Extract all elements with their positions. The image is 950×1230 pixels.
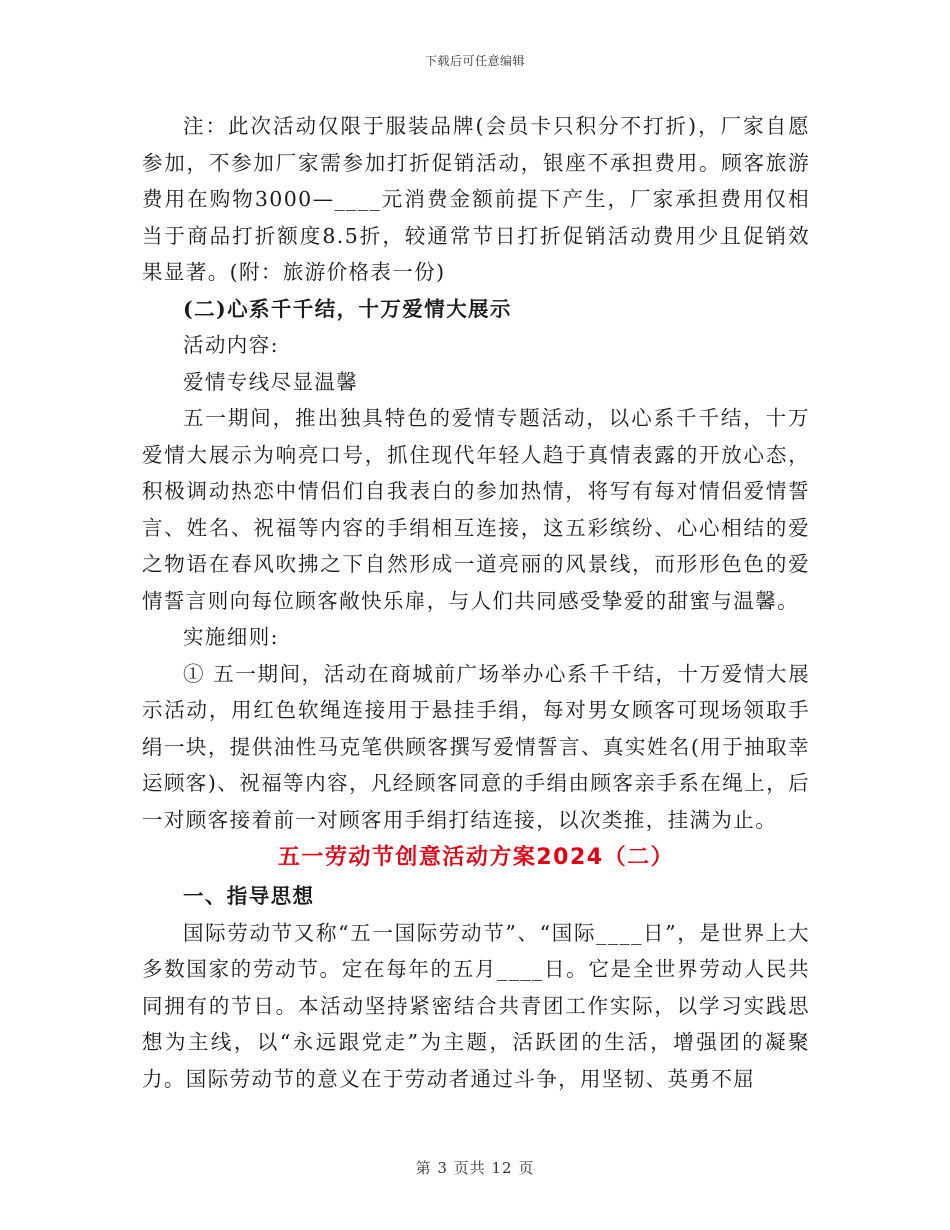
guiding-ideology-title: 一、指导思想 [183, 884, 315, 908]
rules-label: 实施细则: [183, 625, 279, 649]
document-body [142, 108, 810, 1097]
plan-heading-red: 五一劳动节创意活动方案2024（二） [277, 845, 675, 870]
note-paragraph: 注：此次活动仅限于服装品牌(会员卡只积分不打折)，厂家自愿参加，不参加厂家需参加打折促销活动，银座不承担费用。顾客旅游费用在购物3000—____元消费金额前提下产生，厂家承担费用仅相当于商品打折额度8.5折，较通常节日打折促销活动费用少且促销效果显著。(附：旅游价格表一份) [142, 114, 811, 284]
love-activity-paragraph: 五一期间，推出独具特色的爱情专题活动，以心系千千结，十万爱情大展示为响亮口号，抓住现代年轻人趋于真情表露的开放心态，积极调动热恋中情侣们自我表白的参加热情，将写有每对情侣爱情誓言、姓名、祝福等内容的手绢相互连接，这五彩缤纷、心心相结的爱之物语在春风吹拂之下自然形成一道亮丽的风景线，而形形色色的爱情誓言则向每位顾客敞快乐扉，与人们共同感受挚爱的甜蜜与温馨。 [142, 406, 810, 613]
page-header: 下载后可任意编辑 [424, 54, 525, 68]
activity-content-label: 活动内容: [183, 333, 279, 357]
rules-paragraph: ① 五一期间，活动在商城前广场举办心系千千结，十万爱情大展示活动，用红色软绳连接用于悬挂手绢，每对男女顾客可现场领取手绢一块，提供油性马克笔供顾客撰写爱情誓言、真实姓名(用于抽取幸运顾客)、祝福等内容，凡经顾客同意的手绢由顾客亲手系在绳上，后一对顾客接着前一对顾客用手绢打结连接，以次类推，挂满为止。 [142, 661, 810, 832]
section-title-love-display: (二)心系千千结，十万爱情大展示 [183, 296, 512, 321]
page-footer: 第 3 页共 12 页 [415, 1159, 535, 1177]
love-line-subtitle: 爱情专线尽显温馨 [183, 369, 359, 394]
labor-day-paragraph: 国际劳动节又称“五一国际劳动节”、“国际____日”，是世界上大多数国家的劳动节。定在每年的五月____日。它是全世界劳动人民共同拥有的节日。本活动坚持紧密结合共青团工作实际，以学习实践思想为主线，以“永远跟党走”为主题，活跃团的生活，增强团的凝聚力。国际劳动节的意义在于劳动者通过斗争，用坚韧、英勇不屈 [142, 920, 810, 1091]
